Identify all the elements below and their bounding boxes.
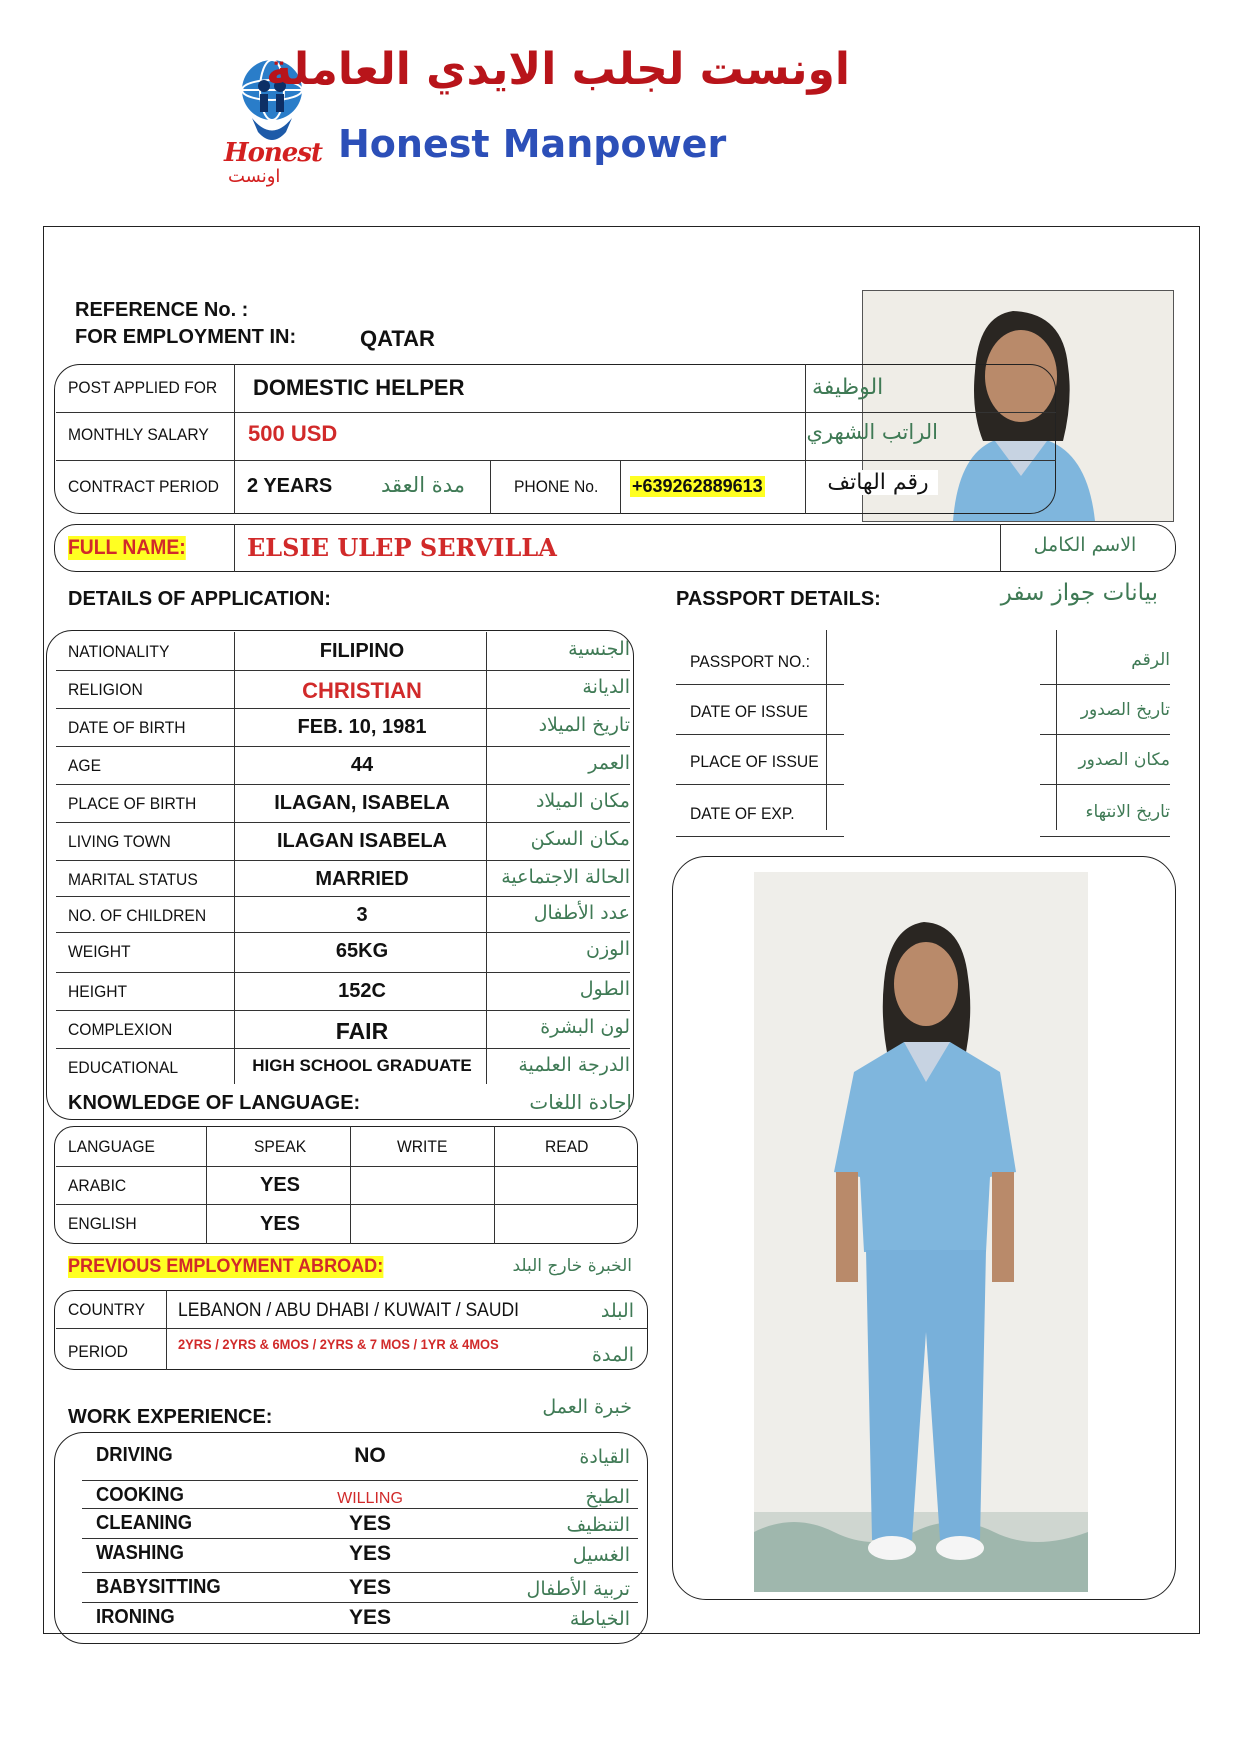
details-label: PLACE OF BIRTH <box>68 794 197 813</box>
work-label: COOKING <box>96 1484 184 1506</box>
details-label: EDUCATIONAL <box>68 1058 179 1077</box>
post-label-ar: الوظيفة <box>812 375 884 400</box>
details-label: LIVING TOWN <box>68 832 171 851</box>
previous-title-ar: الخبرة خارج البلد <box>512 1256 632 1276</box>
fullbody-photo <box>754 872 1088 1592</box>
work-label: CLEANING <box>96 1512 193 1534</box>
details-row-divider <box>56 708 630 709</box>
details-label-ar: لون البشرة <box>540 1016 630 1038</box>
passport-label: DATE OF ISSUE <box>690 702 808 721</box>
details-row-divider <box>56 932 630 933</box>
details-row-divider <box>56 784 630 785</box>
details-label-ar: الحالة الاجتماعية <box>501 866 630 888</box>
details-label-ar: تاريخ الميلاد <box>538 714 630 736</box>
passport-row-divider <box>1040 684 1170 685</box>
language-header-speak: SPEAK <box>254 1137 307 1156</box>
work-label: IRONING <box>96 1606 175 1628</box>
language-row-arabic: ARABIC <box>68 1176 127 1195</box>
passport-label: PLACE OF ISSUE <box>690 752 819 771</box>
details-label: MARITAL STATUS <box>68 870 198 889</box>
details-label-ar: الطول <box>579 978 630 1000</box>
passport-label: DATE OF EXP. <box>690 804 795 823</box>
details-value: HIGH SCHOOL GRADUATE <box>252 1056 472 1075</box>
language-header-write: WRITE <box>397 1137 448 1156</box>
full-name-value: ELSIE ULEP SERVILLA <box>247 533 557 562</box>
work-value: YES <box>348 1606 392 1629</box>
details-label: WEIGHT <box>68 942 131 961</box>
work-value: YES <box>348 1512 392 1535</box>
post-label: POST APPLIED FOR <box>68 378 218 397</box>
work-label-ar: القيادة <box>579 1446 630 1468</box>
contract-value: 2 YEARS <box>247 475 333 497</box>
language-header-language: LANGUAGE <box>68 1137 155 1156</box>
full-name-label-ar: الاسم الكامل <box>1033 534 1137 556</box>
work-row-divider <box>82 1602 638 1603</box>
work-row-divider <box>82 1508 638 1509</box>
details-value: 3 <box>356 904 368 926</box>
passport-title-ar: بيانات جواز سفر <box>1000 580 1158 606</box>
details-value: ILAGAN, ISABELA <box>274 792 450 814</box>
work-label-ar: تربية الأطفال <box>526 1578 630 1600</box>
details-label-ar: مكان الميلاد <box>535 790 630 812</box>
work-row-divider <box>82 1572 638 1573</box>
passport-row-divider <box>676 836 844 837</box>
work-label: WASHING <box>96 1542 184 1564</box>
previous-period-value: 2YRS / 2YRS & 6MOS / 2YRS & 7 MOS / 1YR & 4MOS <box>178 1336 499 1352</box>
passport-label-ar: الرقم <box>1131 650 1170 670</box>
previous-period-label: PERIOD <box>68 1342 128 1361</box>
details-row-divider <box>56 670 630 671</box>
contract-label: CONTRACT PERIOD <box>68 477 219 496</box>
previous-country-ar: البلد <box>600 1300 634 1322</box>
passport-row-divider <box>1040 836 1170 837</box>
details-value: 65KG <box>335 940 389 962</box>
language-arabic-speak: YES <box>260 1174 301 1196</box>
work-label: BABYSITTING <box>96 1576 221 1598</box>
language-title: KNOWLEDGE OF LANGUAGE: <box>68 1092 361 1114</box>
full-name-row <box>54 524 1176 572</box>
details-label: NO. OF CHILDREN <box>68 906 207 925</box>
logo-text: Honest <box>224 138 322 168</box>
work-value: YES <box>348 1542 392 1565</box>
phone-value: +639262889613 <box>632 476 763 496</box>
details-label: HEIGHT <box>68 982 128 1001</box>
language-row-english: ENGLISH <box>68 1214 137 1233</box>
previous-period-ar: المدة <box>592 1344 634 1366</box>
work-label-ar: الطبخ <box>585 1486 630 1508</box>
salary-value: 500 USD <box>248 421 338 446</box>
details-label: RELIGION <box>68 680 143 699</box>
contract-label-ar: مدة العقد <box>381 473 465 497</box>
passport-row-divider <box>676 734 844 735</box>
work-label: DRIVING <box>96 1444 173 1466</box>
company-name-ar: اونست لجلب الايدي العاملة <box>266 44 850 95</box>
details-row-divider <box>56 1048 630 1049</box>
previous-country-value: LEBANON / ABU DHABI / KUWAIT / SAUDI <box>178 1300 519 1321</box>
passport-label-ar: تاريخ الانتهاء <box>1085 802 1170 822</box>
work-value: YES <box>348 1576 392 1599</box>
details-row-divider <box>56 972 630 973</box>
details-label-ar: الوزن <box>585 938 630 960</box>
details-label-ar: الديانة <box>582 676 630 698</box>
logo-text-ar: اونست <box>228 166 281 187</box>
company-name-en: Honest Manpower <box>338 122 727 166</box>
details-row-divider <box>56 822 630 823</box>
details-row-divider <box>56 860 630 861</box>
previous-country-label: COUNTRY <box>68 1300 146 1319</box>
phone-label: PHONE No. <box>514 477 599 496</box>
passport-label: PASSPORT NO.: <box>690 652 810 671</box>
details-value: 44 <box>350 754 374 776</box>
phone-label-ar: رقم الهاتف <box>818 470 938 495</box>
details-label: AGE <box>68 756 102 775</box>
details-title: DETAILS OF APPLICATION: <box>68 588 331 610</box>
details-label-ar: الدرجة العلمية <box>518 1054 630 1076</box>
fullbody-figure-icon <box>754 872 1088 1592</box>
work-label-ar: الغسيل <box>572 1544 630 1566</box>
details-value: ILAGAN ISABELA <box>277 830 447 852</box>
details-label-ar: عدد الأطفال <box>533 902 630 924</box>
passport-row-divider <box>676 784 844 785</box>
work-title: WORK EXPERIENCE: <box>68 1406 273 1428</box>
work-row-divider <box>82 1538 638 1539</box>
reference-label: REFERENCE No. : <box>75 299 249 321</box>
details-label: DATE OF BIRTH <box>68 718 186 737</box>
post-value: DOMESTIC HELPER <box>253 375 465 400</box>
passport-row-divider <box>676 684 844 685</box>
passport-title: PASSPORT DETAILS: <box>676 588 881 610</box>
employment-label: FOR EMPLOYMENT IN: <box>75 326 297 348</box>
details-label: NATIONALITY <box>68 642 170 661</box>
passport-row-divider <box>1040 784 1170 785</box>
language-header-read: READ <box>545 1137 589 1156</box>
details-label-ar: العمر <box>588 752 630 774</box>
passport-label-ar: مكان الصدور <box>1078 750 1170 770</box>
details-row-divider <box>56 1010 630 1011</box>
work-value: NO <box>354 1444 386 1467</box>
employment-country: QATAR <box>360 326 435 351</box>
work-value: WILLING <box>337 1490 403 1507</box>
details-label-ar: الجنسية <box>568 638 630 660</box>
details-label: COMPLEXION <box>68 1020 173 1039</box>
work-row-divider <box>82 1480 638 1481</box>
passport-label-ar: تاريخ الصدور <box>1080 700 1170 720</box>
details-value: FAIR <box>335 1018 389 1044</box>
language-english-speak: YES <box>260 1213 301 1235</box>
work-title-ar: خبرة العمل <box>542 1396 632 1418</box>
details-value: 152C <box>338 980 386 1002</box>
details-value: FILIPINO <box>319 640 405 662</box>
salary-label-ar: الراتب الشهري <box>806 420 938 444</box>
work-label-ar: التنظيف <box>566 1514 630 1536</box>
full-name-label: FULL NAME: <box>68 536 186 559</box>
details-label-ar: مكان السكن <box>530 828 630 850</box>
details-value: MARRIED <box>315 868 409 890</box>
salary-label: MONTHLY SALARY <box>68 425 209 444</box>
details-row-divider <box>56 896 630 897</box>
details-row-divider <box>56 746 630 747</box>
work-label-ar: الخياطة <box>569 1608 630 1630</box>
previous-title: PREVIOUS EMPLOYMENT ABROAD: <box>68 1256 384 1277</box>
language-title-ar: اجادة اللغات <box>529 1090 632 1114</box>
details-value: FEB. 10, 1981 <box>297 716 427 738</box>
passport-row-divider <box>1040 734 1170 735</box>
details-value: CHRISTIAN <box>302 678 422 703</box>
